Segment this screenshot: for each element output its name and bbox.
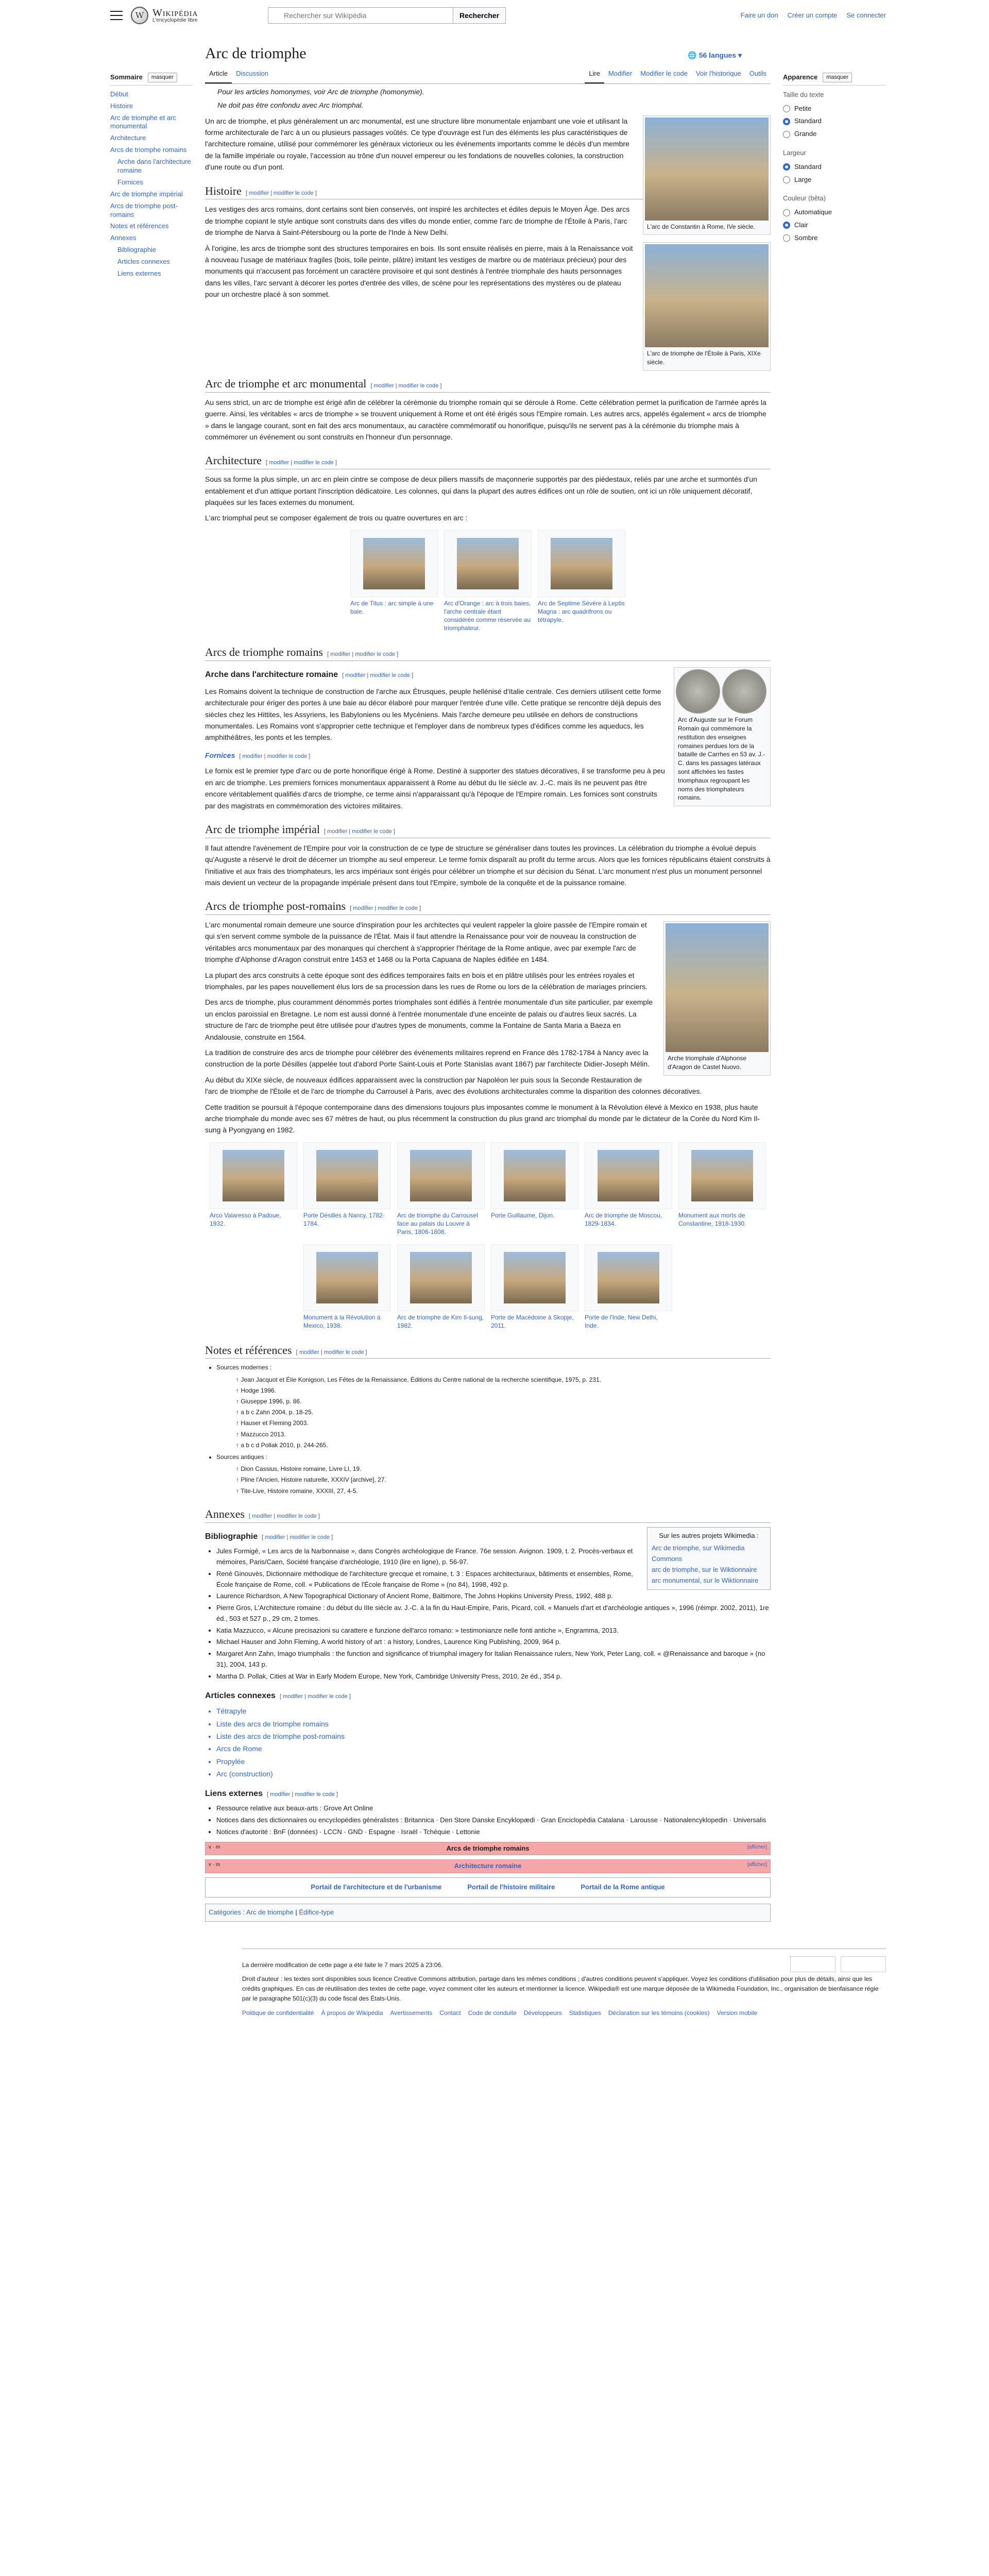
section-histoire: Histoire [ modifier | modifier le code ]	[205, 183, 771, 200]
gallery-image[interactable]	[410, 1150, 472, 1201]
subsection-liens-externes: Liens externes [ modifier | modifier le code ]	[205, 1789, 338, 1798]
gallery-image[interactable]	[457, 538, 519, 589]
bibliography-item: • Michael Hauser and John Fleming, A world history of art : a history, Londres, Laurence King Publishing, 2009, 964 p.	[216, 1637, 771, 1648]
external-link-item: • Notices dans des dictionnaires ou encyclopédies généralistes : Britannica · Den Store Danske Encyklopædi · Gran Enciclopèdia Catalana · Larousse · Nationalencyklopedin · Universalis	[216, 1815, 771, 1826]
related-article-link[interactable]: • Liste des arcs de triomphe romains	[216, 1718, 771, 1730]
radio-label: Sombre	[794, 233, 818, 242]
wikipedia-logo[interactable]	[131, 7, 265, 24]
portal-link[interactable]: Portail de l'architecture et de l'urbanisme	[311, 1883, 442, 1891]
last-modified: La dernière modification de cette page a été faite le 7 mars 2025 à 23:06.	[242, 1961, 443, 1969]
reference-item: ↑ Giuseppe 1996, p. 86.	[236, 1398, 302, 1405]
portal-link[interactable]: Portail de l'histoire militaire	[467, 1883, 555, 1891]
portal-link[interactable]: Portail de la Rome antique	[581, 1883, 665, 1891]
gallery-item	[397, 1142, 485, 1239]
section-imperial: Arc de triomphe impérial [ modifier | modifier le code ]	[205, 822, 771, 838]
external-links-list	[216, 1803, 771, 1837]
radio-icon[interactable]	[783, 118, 790, 125]
toc-item[interactable]: Arche dans l'architecture romaine	[117, 158, 191, 175]
external-link-item: • Notices d'autorité : BnF (données) · LCCN · GND · Espagne · Israël · Tchéquie · Lettonie	[216, 1827, 771, 1838]
gallery-image[interactable]	[316, 1252, 378, 1303]
footer-link[interactable]: Code de conduite	[468, 2009, 517, 2016]
architecture-p2: L'arc triomphal peut se composer également de trois ou quatre ouvertures en arc :	[205, 514, 468, 522]
castel-nuovo-image[interactable]	[666, 923, 769, 1052]
logo-sub: L'encyclopédie libre	[152, 18, 198, 23]
gallery-frame	[491, 1142, 578, 1209]
gallery-caption: Arc de triomphe de Moscou, 1829-1834.	[585, 1211, 662, 1227]
toc-item[interactable]: Histoire	[110, 101, 133, 110]
radio-icon[interactable]	[783, 131, 790, 138]
subsection-bibliographie: Bibliographie [ modifier | modifier le code ]	[205, 1532, 333, 1541]
coin-image[interactable]	[676, 669, 720, 714]
gallery-caption: Arc d'Orange : arc à trois baies, l'arche centrale étant considérée comme réservée au triomphateur.	[444, 599, 531, 632]
toc-item[interactable]: Notes et références	[110, 222, 169, 230]
section-arc-monumental: Arc de triomphe et arc monumental [ modifier | modifier le code ]	[205, 376, 771, 393]
user-links	[741, 10, 886, 21]
navbox-arcs-romains: v · m Arcs de triomphe romains [afficher]	[205, 1842, 771, 1856]
architecture-p1: Sous sa forme la plus simple, un arc en plein cintre se compose de deux piliers massifs de maçonnerie supportés par des piédestaux, reliés par une arche et surmontés d'un entablement et d'un attique portant l'inscription dédicatoire. Les colonnes, qui dans la plupart des autres édifices ont un rôle de soutien, ont ici un rôle uniquement décoratif, plaquées sur les faces externes du monument.	[205, 475, 757, 506]
section-architecture: Architecture [ modifier | modifier le code ]	[205, 453, 771, 469]
tab-action-1[interactable]: Modifier	[608, 70, 633, 77]
figure-arc-constantin: L'arc de Constantin à Rome, IVe siècle.	[643, 115, 771, 235]
gallery-frame	[444, 530, 532, 597]
modern-sources-label: • Sources modernes :	[216, 1363, 771, 1372]
bibliography-item: • Jules Formigé, « Les arcs de la Narbonnaise », dans Congrès archéologique de France. 76e session. Avignon. 1909, t. 2. Procès-verbaux et mémoires, Paris/Caen, Société française d'archéologie, 1910 (lire en ligne), p. 56-97.	[216, 1546, 771, 1568]
gallery-item	[444, 530, 532, 635]
gallery-caption: Arc de triomphe du Carrousel face au palais du Louvre à Paris, 1806-1808.	[397, 1211, 478, 1236]
ancient-refs	[226, 1464, 771, 1496]
gallery-caption: Porte Désilles à Nancy, 1782-1784.	[303, 1211, 385, 1227]
gallery-item	[585, 1244, 672, 1332]
gallery-caption: Porte de l'Inde, New Delhi, Inde.	[585, 1314, 658, 1330]
bibliography-item: • Martha D. Pollak, Cities at War in Early Modern Europe, New York, Cambridge University Press, 2010, 2e éd., 354 p.	[216, 1671, 771, 1682]
reference-item: ↑ Dion Cassius, Histoire romaine, Livre LI, 19.	[236, 1465, 362, 1473]
radio-label: Automatique	[794, 208, 832, 216]
bibliography-item: • Margaret Ann Zahn, Imago triumphalis : the function and significance of triumphal imagery for Italian Renaissance rulers, New York, Peter Lang, coll. « @Renaissance and baroque » (no 31), 2004, 143 p.	[216, 1649, 771, 1670]
histoire-p2: À l'origine, les arcs de triomphe sont des structures temporaires en bois. Ils sont ensuite réalisés en pierre, mais à la Renaissance voit à nouveau l'usage de matériaux fragiles (bois, toile peinte, plâtre) imitant les vestiges de marbre ou de matériaux précieux) pour des monuments qui n'accusent pas forcément un caractère provisoire et qui sont destinés à l'entrée triomphale des hauts personnages dans les villes, l'arc servant à décorer les portes d'entrée des villes, de scène pour les représentations des mystères ou de plateau pour un orchestre placé à son sommet.	[205, 244, 633, 299]
login-link[interactable]: Se connecter	[846, 11, 886, 19]
toc-item[interactable]: Arc de triomphe et arc monumental	[110, 113, 176, 130]
gallery-image[interactable]	[410, 1252, 472, 1303]
article	[193, 31, 783, 1928]
sister-project-link[interactable]: arc de triomphe, sur le Wiktionnaire	[652, 1565, 757, 1573]
category-link[interactable]: Arc de triomphe	[246, 1908, 294, 1916]
intro-paragraph: Un arc de triomphe, et plus généralement un arc monumental, est une structure libre monumentale enjambant une voie et utilisant la forme architecturale de l'arc à un ou plusieurs passages voûtés. Ce type d'ouvrage est l'un des éléments les plus caractéristiques de l'architecture romaine, utilisé pour commémorer les généraux victorieux ou les événements importants comme le décès d'un membre de la famille impériale ou royale, l'accession au trône d'un nouvel empereur ou les fondations de nouvelles colonies, la construction d'une route ou d'un pont.	[205, 116, 629, 172]
radio-icon[interactable]	[783, 105, 790, 112]
gallery-frame	[397, 1142, 485, 1209]
toc-item[interactable]: Arcs de triomphe post-romains	[110, 201, 178, 218]
appearance-panel: Apparence masquer Taille du texte Petite Standard Grande Largeur Standard Large Couleur (bêta) Automatique Clair Sombre	[783, 31, 886, 1928]
toc-hide-button[interactable]: masquer	[148, 73, 177, 83]
tab-action-4[interactable]: Outils	[749, 70, 766, 77]
gallery-frame	[491, 1244, 578, 1311]
gallery-item	[491, 1244, 578, 1332]
bibliography-item: • René Ginouvès, Dictionnaire méthodique de l'architecture grecque et romaine, t. 3 : Espaces architecturaux, bâtiments et ensembles, Rome, École française de Rome, coll. « Publications de l'École française de Rome » (no 84), 1998, 492 p.	[216, 1569, 771, 1590]
tab-0[interactable]: Article	[205, 67, 232, 83]
footer-link[interactable]: Statistiques	[569, 2009, 601, 2016]
related-article-link[interactable]: • Liste des arcs de triomphe post-romains	[216, 1731, 771, 1742]
toc-item[interactable]: Arc de triomphe impérial	[110, 190, 183, 198]
reference-item: ↑ Hauser et Fleming 2003.	[236, 1419, 309, 1427]
post-p3: Des arcs de triomphe, plus couramment dénommés portes triomphales sont édifiés à l'entrée monumentale d'un site particulier, par exemple un enclos paroissial en Bretagne. Le nom est aussi donné à l'entrée monumentale d'une enceinte de palais ou d'autres lieux sacrés. La structure de l'arc de triomphe peut être utilisée pour d'autres types de monuments, comme la Fontaine de Santa Maria a Baeza en Andalousie, construite en 1564.	[205, 998, 653, 1041]
gallery-caption: Monument aux morts de Constantine, 1918-1930.	[678, 1211, 746, 1227]
gallery-frame	[585, 1244, 672, 1311]
tab-1[interactable]: Discussion	[236, 70, 268, 77]
gallery-caption: Arco Valaresso à Padoue, 1932.	[210, 1211, 281, 1227]
category-link[interactable]: Édifice-type	[299, 1908, 334, 1916]
gallery-image[interactable]	[504, 1150, 566, 1201]
external-link-item: • Ressource relative aux beaux-arts : Grove Art Online	[216, 1803, 771, 1814]
related-article-link[interactable]: • Arcs de Rome	[216, 1743, 771, 1754]
appearance-title: Apparence	[783, 73, 818, 81]
reference-item: ↑ a b c Zahn 2004, p. 18-25.	[236, 1409, 314, 1416]
toc-item[interactable]: Fornices	[117, 178, 143, 186]
wikimedia-badge[interactable]	[790, 1956, 835, 1972]
footer-link[interactable]: Développeurs	[523, 2009, 562, 2016]
radio-option[interactable]	[783, 161, 886, 174]
related-article-link[interactable]: • Tétrapyle	[216, 1705, 771, 1717]
tab-action-0[interactable]: Lire	[585, 67, 604, 83]
donate-link[interactable]: Faire un don	[740, 11, 778, 19]
radio-option[interactable]	[783, 174, 886, 187]
arc-constantin-image[interactable]	[645, 117, 769, 221]
globe-icon: W	[131, 7, 148, 24]
subsection-arche: Arche dans l'architecture romaine [ modifier | modifier le code ]	[205, 670, 414, 680]
search-box	[268, 7, 506, 24]
gallery-frame	[538, 530, 625, 597]
post-p4: La tradition de construire des arcs de triomphe pour célébrer des événements militaires reprend en France dès 1782-1784 à Nancy avec la construction de la porte Désilles (appelée tout d'abord Porte Saint-Louis et Porte Stanislas avant 1867) par l'architecte Didier-Joseph Mélin.	[205, 1048, 650, 1069]
page-tabs	[205, 67, 771, 84]
related-articles-list	[216, 1705, 771, 1780]
gallery-image[interactable]	[363, 538, 425, 589]
fornices-paragraph: Le fornix est le premier type d'arc ou de porte honorifique érigé à Rome. Destiné à supporter des statues décoratives, il se transforme peu à peu en arc de triomphe. Les premiers fornices monumentaux apparaissent à Rome au début du IIe siècle av. J.-C. mais ils ne peuvent pas être encore véritablement qualifiés d'arcs de triomphe, ce terme ainsi n'apparaissant qu'à l'époque de l'Empire romain. Les fornices sont construits par des magistrats en commémoration des victoires militaires.	[205, 767, 665, 810]
hatnote-homonymie: Pour les articles homonymes, voir Arc de triomphe (homonymie).	[217, 87, 424, 96]
gallery-image[interactable]	[598, 1252, 659, 1303]
radio-icon[interactable]	[783, 234, 790, 242]
logo-main: Wikipédia	[152, 7, 198, 19]
header	[0, 0, 989, 31]
gallery-image[interactable]	[691, 1150, 753, 1201]
gallery-image[interactable]	[316, 1150, 378, 1201]
portals-box	[205, 1877, 771, 1897]
toc-item[interactable]: Début	[110, 90, 128, 98]
table-of-contents	[110, 31, 193, 1928]
footer-link[interactable]: Version mobile	[717, 2009, 758, 2016]
section-notes: Notes et références [ modifier | modifier le code ]	[205, 1343, 771, 1359]
footer	[242, 1948, 886, 2025]
gallery-item	[210, 1142, 297, 1239]
radio-option[interactable]	[783, 128, 886, 141]
hatnote-confusion: Ne doit pas être confondu avec Arc triomphal.	[217, 101, 364, 110]
toc-item[interactable]: Annexes	[110, 234, 137, 242]
arc-etoile-image[interactable]	[645, 244, 769, 347]
gallery-item	[350, 530, 438, 635]
radio-option[interactable]	[783, 219, 886, 232]
reference-item: ↑ Jean Jacquot et Élie Konigson, Les Fêtes de la Renaissance, Éditions du Centre national de la recherche scientifique, 1975, p. 231.	[236, 1376, 602, 1383]
gallery-frame	[303, 1244, 391, 1311]
toc-item[interactable]: Liens externes	[117, 269, 161, 278]
architecture-gallery	[205, 530, 771, 635]
gallery-frame	[397, 1244, 485, 1311]
gallery-image[interactable]	[504, 1252, 566, 1303]
histoire-p1: Les vestiges des arcs romains, dont certains sont bien conservés, ont inspiré les architectes et édiles depuis le Moyen Âge. Des arcs de triomphe copiant le style antique sont construits dans des villes du monde entier, comme l'arc de triomphe de l'Étoile à Paris, l'arc de triomphe de Narva à Saint-Pétersbourg ou la porte de l'Inde à New Delhi.	[205, 205, 630, 237]
gallery-frame	[350, 530, 438, 597]
subsection-fornices: Fornices [ modifier | modifier le code ]	[205, 751, 311, 759]
radio-option[interactable]	[783, 115, 886, 128]
bibliography-item: • Laurence Richardson, A New Topographical Dictionary of Ancient Rome, Baltimore, The Johns Hopkins University Press, 1992, 488 p.	[216, 1591, 771, 1602]
post-p6: Cette tradition se poursuit à l'époque contemporaine dans des dimensions toujours plus imposantes comme le monument à la Révolution élevé à Mexico en 1938, plus haute arche triomphale du monde avec ses 67 mètres de haut, ou plus récemment la construction du plus grand arc triomphal du monde par le dictateur de la Corée du Nord Kim Il-sung à Pyongyang en 1982.	[205, 1103, 760, 1134]
toc-title: Sommaire	[110, 73, 143, 81]
radio-label: Petite	[794, 104, 812, 112]
toc-item[interactable]: Bibliographie	[117, 246, 157, 254]
reference-item: ↑ Mazzucco 2013.	[236, 1430, 286, 1438]
radio-option[interactable]	[783, 206, 886, 219]
gallery-image[interactable]	[223, 1150, 284, 1201]
gallery-frame	[678, 1142, 766, 1209]
post-p5: Au début du XIXe siècle, de nouveaux édifices apparaissent avec la construction par Napoléon Ier puis sous la Seconde Restauration de l'arc de triomphe de l'Étoile et de l'arc de triomphe du Carrousel à Paris, avec des évolutions architecturales comme la disparition des colonnes décoratives.	[205, 1075, 702, 1096]
gallery-item	[538, 530, 625, 635]
footer-link[interactable]: Déclaration sur les témoins (cookies)	[608, 2009, 710, 2016]
gallery-caption: Arc de Septime Sévère à Leptis Magna : arc quadrifrons ou tétrapyle.	[538, 599, 625, 624]
radio-label: Large	[794, 175, 812, 183]
reference-item: ↑ Hodge 1996.	[236, 1386, 277, 1394]
tab-action-2[interactable]: Modifier le code	[640, 70, 688, 77]
gallery-frame	[303, 1142, 391, 1209]
footer-link[interactable]: Avertissements	[390, 2009, 433, 2016]
modern-refs	[226, 1375, 771, 1450]
reference-item: ↑ Pline l'Ancien, Histoire naturelle, XXXIV [archive], 27.	[236, 1476, 386, 1484]
section-arcs-romains: Arcs de triomphe romains [ modifier | modifier le code ]	[205, 645, 771, 661]
radio-icon[interactable]	[783, 209, 790, 216]
post-p2: La plupart des arcs construits à cette époque sont des édifices temporaires faits en bois et en plâtre utilisés pour les entrées royales et triomphales, par les papes nouvellement élus lors de sa procession dans les rues de Rome ou lors de la célébration de mariages princiers.	[205, 971, 648, 991]
menu-icon[interactable]	[110, 11, 123, 20]
radio-icon[interactable]	[783, 163, 790, 171]
create-account-link[interactable]: Créer un compte	[787, 11, 838, 19]
reference-item: ↑ Tite-Live, Histoire romaine, XXXIII, 27, 4-5.	[236, 1487, 358, 1495]
gallery-caption: Porte Guillaume, Dijon.	[491, 1211, 555, 1219]
toc-item[interactable]: Architecture	[110, 134, 146, 142]
radio-label: Standard	[794, 162, 822, 171]
mediawiki-badge[interactable]	[841, 1956, 886, 1972]
gallery-item	[678, 1142, 766, 1239]
categories-box: Catégories : Arc de triomphe | Édifice-type	[205, 1904, 771, 1922]
section-post-romains: Arcs de triomphe post-romains [ modifier | modifier le code ]	[205, 899, 771, 915]
ancient-sources-label: • Sources antiques :	[216, 1452, 771, 1462]
figure-arc-etoile: L'arc de triomphe de l'Étoile à Paris, XIXe siècle.	[643, 242, 771, 371]
toc-item[interactable]: Articles connexes	[117, 258, 170, 266]
radio-label: Clair	[794, 221, 808, 229]
imperial-paragraph: Il faut attendre l'avènement de l'Empire pour voir la construction de ce type de structure se généraliser dans toutes les provinces. La célébration du triomphe a évolué depuis qu'Auguste a réservé le droit de décerner un triomphe au seul empereur. Le terme fornix disparaît au profit du terme arcus. Alors que les fornices républicains étaient construits à l'initiative et aux frais des triomphateurs, les arcs impériaux sont érigés pour célébrer un triomphe et sur décision du Sénat. L'arc monument n'est plus un monument personnel mais devient un vecteur de la propagande impériale présent dans tout l'Empire, symbole de la conquête et de la puissance romaine.	[205, 843, 771, 887]
section-annexes: Annexes [ modifier | modifier le code ]	[205, 1506, 771, 1523]
navbox-architecture-romaine: v · m Architecture romaine [afficher]	[205, 1859, 771, 1873]
bibliography-item: • Pierre Gros, L'Architecture romaine : du début du IIIe siècle av. J.-C. à la fin du Haut-Empire, Paris, Picard, coll. « Manuels d'art et d'archéologie antiques », 1996 (réimpr. 2002, 2011), 1re éd., 503 et 527 p., 29 cm, 2 tomes.	[216, 1603, 771, 1624]
gallery-item	[303, 1244, 391, 1332]
post-romain-gallery	[205, 1142, 771, 1332]
subsection-articles-connexes: Articles connexes [ modifier | modifier le code ]	[205, 1691, 351, 1700]
figure-castel-nuovo: Arche triomphale d'Alphonse d'Aragon de Castel Nuovo.	[663, 921, 771, 1076]
gallery-caption: Arc de Titus : arc simple à une baie.	[350, 599, 434, 615]
gallery-item	[397, 1244, 485, 1332]
figure-coins: Arc d'Auguste sur le Forum Romain qui commémore la restitution des enseignes romaines perdues lors de la bataille de Carrhes en 53 av. J.-C. dans les passages latéraux sont affichées les fastes triomphaux regroupant les noms des triomphateurs romains.	[674, 667, 771, 806]
footer-link[interactable]: Contact	[439, 2009, 461, 2016]
license-text: Droit d'auteur : les textes sont disponibles sous licence Creative Commons attribution, partage dans les mêmes conditions ; d'autres conditions peuvent s'appliquer. Voyez les conditions d'utilisation pour plus de détails, ainsi que les crédits graphiques. En cas de réutilisation des textes de cette page, voyez comment citer les auteurs et mentionner la licence. Wikipedia® est une marque déposée de la Wikimedia Foundation, Inc., organisation de bienfaisance régie par le paragraphe 501(c)(3) du code fiscal des États-Unis.	[242, 1975, 879, 2003]
gallery-frame	[210, 1142, 297, 1209]
radio-label: Grande	[794, 130, 817, 138]
post-p1: L'arc monumental romain demeure une source d'inspiration pour les architectes qui veulent rappeler la gloire passée de l'Empire romain et qui s'en servent comme symbole de la puissance de l'État. Mais il faut attendre la Renaissance pour voir de nouveau la construction de véritables arcs monumentaux par des monarques qui cherchent à s'approprier l'héritage de la Rome antique, avec par exemple l'arc de triomphe d'Alphonse d'Aragon construit entre 1453 et 1468 ou la Porta Capuana de Naples édifiée en 1484.	[205, 921, 647, 964]
radio-option[interactable]	[783, 232, 886, 245]
language-button[interactable]: 🌐 56 langues ▾	[688, 51, 742, 59]
search-input[interactable]	[268, 7, 453, 24]
gallery-image[interactable]	[551, 538, 612, 589]
gallery-image[interactable]	[598, 1150, 659, 1201]
reference-item: ↑ a b c d Pollak 2010, p. 244-265.	[236, 1441, 328, 1449]
coin-image[interactable]	[722, 669, 766, 714]
gallery-caption: Porte de Macédoine à Skopje, 2011.	[491, 1314, 574, 1330]
related-article-link[interactable]: • Propylée	[216, 1756, 771, 1767]
sister-project-link[interactable]: Arc de triomphe, sur Wikimedia Commons	[652, 1544, 745, 1563]
radio-label: Standard	[794, 117, 822, 125]
appearance-hide-button[interactable]: masquer	[823, 73, 852, 83]
bibliography-item: • Katia Mazzucco, « Alcune precisazioni su carattere e funzione dell'arco romano: » testimonianze nelle fonti antiche », Engramma, 2013.	[216, 1625, 771, 1636]
gallery-frame	[585, 1142, 672, 1209]
gallery-item	[491, 1142, 578, 1239]
footer-link[interactable]: À propos de Wikipédia	[321, 2009, 383, 2016]
gallery-item	[585, 1142, 672, 1239]
page-title: Arc de triomphe	[205, 45, 306, 62]
gallery-item	[303, 1142, 391, 1239]
arche-paragraph: Les Romains doivent la technique de construction de l'arche aux Étrusques, peuple hellénisé d'Italie centrale. Ces derniers utilisent cette forme architecturale pour ériger des portes à une baie au décor élaboré pour marquer l'entrée d'une ville. Cette pratique se rencontre déjà depuis des siècles chez les Hittites, les Assyriens, les Babyloniens ou les Mycéniens. Mais l'arche demeure peu utilisée en dehors de constructions monumentales. Les Romains vont s'approprier cette technique et l'employer dans de nombreux types d'édifices comme les aqueducs, les amphithéâtres, les ponts et les temples.	[205, 687, 661, 742]
radio-option[interactable]	[783, 103, 886, 115]
tab-action-3[interactable]: Voir l'historique	[696, 70, 741, 77]
sister-project-link[interactable]: arc monumental, sur le Wiktionnaire	[652, 1576, 759, 1584]
radio-icon[interactable]	[783, 176, 790, 183]
monumental-paragraph: Au sens strict, un arc de triomphe est érigé afin de célébrer la cérémonie du triomphe romain qui se déroule à Rome. Cette célébration permet la purification de l'armée après la guerre. Ainsi, les véritables « arcs de triomphe » se trouvent uniquement à Rome et ont été érigés sous l'Empire romain. Les autres arcs, appelés également « arcs de triomphe » dans le langage courant, sont en fait des arcs monumentaux, au caractère commémoratif ou honorifique, puisqu'ils ne servent pas à la cérémonie du triomphe mais à commémorer un événement ou sont construits en l'honneur d'un personnage.	[205, 398, 766, 441]
gallery-caption: Arc de triomphe de Kim Il-sung, 1982.	[397, 1314, 484, 1330]
radio-icon[interactable]	[783, 222, 790, 229]
footer-link[interactable]: Politique de confidentialité	[242, 2009, 314, 2016]
gallery-caption: Monument à la Révolution à Mexico, 1938.	[303, 1314, 381, 1330]
related-article-link[interactable]: • Arc (construction)	[216, 1768, 771, 1780]
sister-projects-box: Sur les autres projets Wikimedia : Arc de triomphe, sur Wikimedia Commons arc de triomphe, sur le Wiktionnaire arc monumental, sur le Wiktionnaire	[647, 1527, 771, 1590]
toc-item[interactable]: Arcs de triomphe romains	[110, 146, 187, 154]
search-button[interactable]: Rechercher	[453, 7, 506, 24]
